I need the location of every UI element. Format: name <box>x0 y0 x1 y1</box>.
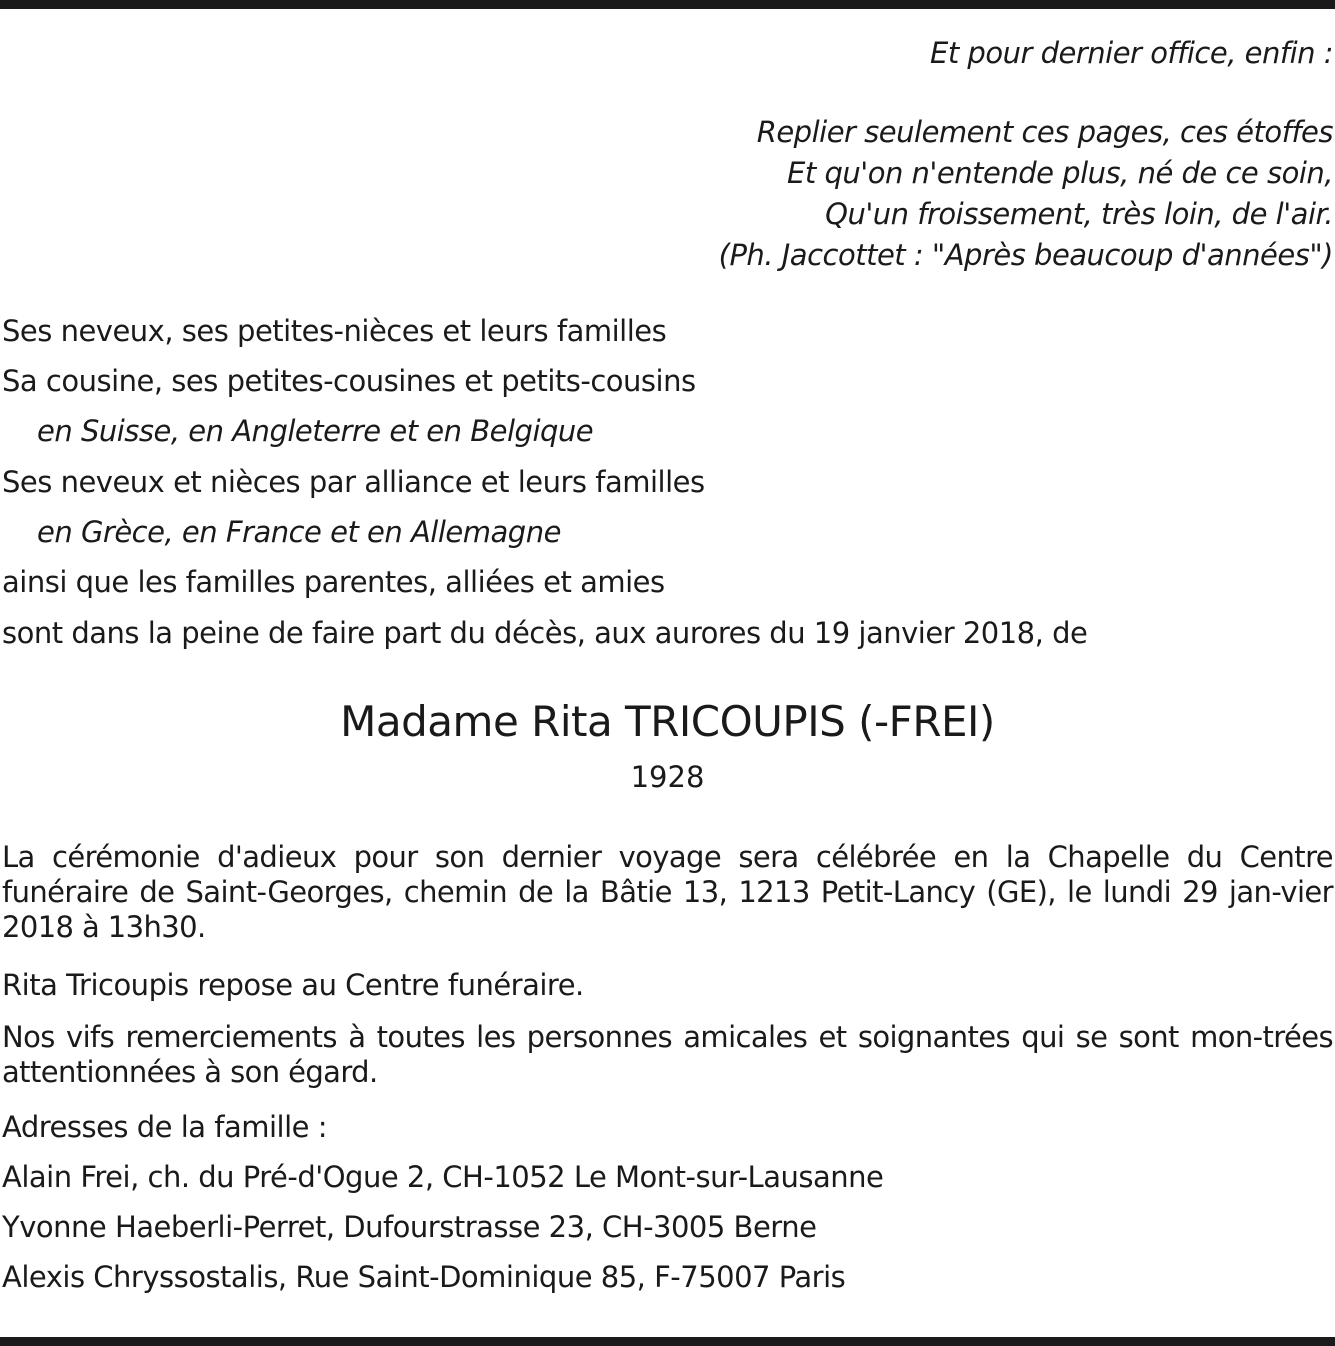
family-line: Ses neveux et nièces par alliance et leurs familles <box>2 465 705 499</box>
address-line: Alexis Chryssostalis, Rue Saint-Dominique 85, F-75007 Paris <box>2 1260 846 1294</box>
poem-line: Et qu'on n'entende plus, né de ce soin, <box>787 156 1333 190</box>
deceased-name: Madame Rita TRICOUPIS (-FREI) <box>340 697 995 746</box>
family-line: Ses neveux, ses petites-nièces et leurs familles <box>2 314 667 348</box>
family-line: en Suisse, en Angleterre et en Belgique <box>37 414 594 448</box>
address-line: Alain Frei, ch. du Pré-d'Ogue 2, CH-1052 Le Mont-sur-Lausanne <box>2 1160 884 1194</box>
thanks-text: Nos vifs remerciements à toutes les personnes amicales et soignantes qui se sont mon-trées attentionnées à son égard. <box>2 1020 1333 1089</box>
epigraph-intro: Et pour dernier office, enfin : <box>930 36 1333 70</box>
top-rule <box>0 0 1335 9</box>
family-line: ainsi que les familles parentes, alliées et amies <box>2 565 665 599</box>
poem-source: (Ph. Jaccottet : "Après beaucoup d'années") <box>718 238 1333 272</box>
ceremony-text: La cérémonie d'adieux pour son dernier voyage sera célébrée en la Chapelle du Centre funéraire de Saint-Georges, chemin de la Bâtie 13, 1213 Petit-Lancy (GE), le lundi 29 jan-vier 2018 à 13h30. <box>2 840 1333 944</box>
poem-line: Replier seulement ces pages, ces étoffes <box>756 115 1333 149</box>
poem-line: Qu'un froissement, très loin, de l'air. <box>825 197 1333 231</box>
addresses-label: Adresses de la famille : <box>2 1110 327 1144</box>
birth-year: 1928 <box>630 760 705 794</box>
address-line: Yvonne Haeberli-Perret, Dufourstrasse 23, CH-3005 Berne <box>2 1210 817 1244</box>
family-line: Sa cousine, ses petites-cousines et petits-cousins <box>2 364 696 398</box>
family-line: sont dans la peine de faire part du décès, aux aurores du 19 janvier 2018, de <box>2 616 1088 650</box>
bottom-rule <box>0 1337 1335 1346</box>
rest-text: Rita Tricoupis repose au Centre funéraire. <box>2 968 584 1002</box>
family-line: en Grèce, en France et en Allemagne <box>37 515 561 549</box>
epigraph-poem <box>719 112 1333 276</box>
